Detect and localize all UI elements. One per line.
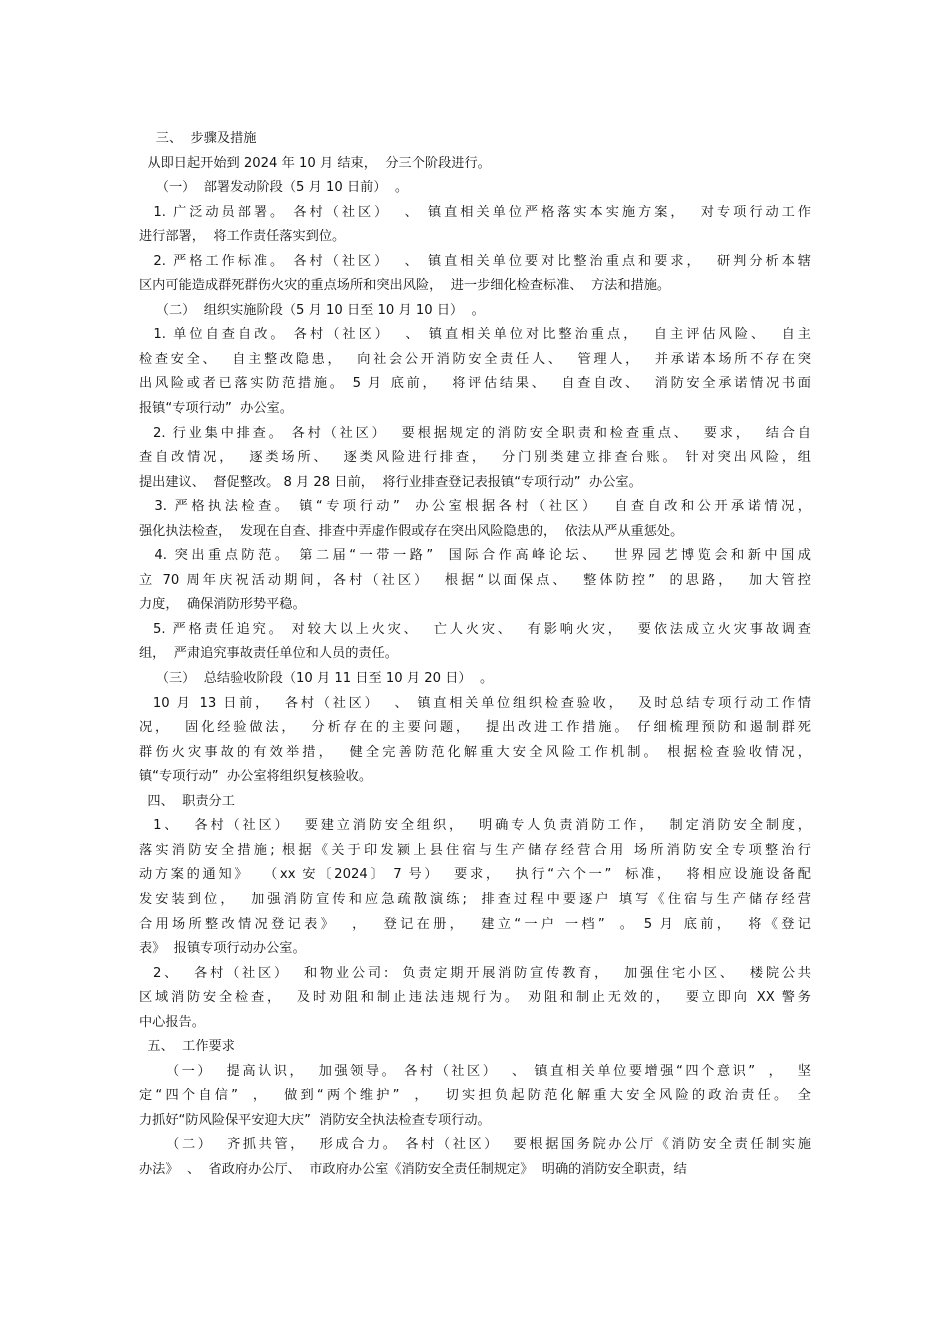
text-line: 进行部署， 将工作责任落实到位。: [139, 229, 346, 245]
text-line: 强化执法检查， 发现在自查、排查中弄虚作假或存在突出风险隐患的， 依法从严从重惩处。: [139, 523, 684, 539]
text-line: 出风险或者已落实防范措施。 5 月 底前， 将评估结果、 自查自改、 消防安全承诺情况书面: [139, 376, 811, 392]
text-line: （一） 部署发动阶段（5 月 10 日前） 。: [139, 180, 409, 196]
paragraph: [139, 299, 811, 324]
text-line: 3. 严格执法检查。 镇“专项行动” 办公室根据各村（社区） 自查自改和公开承诺情况，: [139, 499, 811, 515]
text-line: 镇“专项行动” 办公室将组织复核验收。: [139, 769, 373, 785]
paragraph: [139, 152, 811, 177]
text-line: 表》 报镇专项行动办公室。: [139, 941, 306, 957]
text-line: 2、 各村（社区） 和物业公司: 负责定期开展消防宣传教育， 加强住宅小区、 楼院公共: [139, 965, 811, 981]
paragraph: [139, 201, 811, 250]
paragraph: [139, 544, 811, 618]
text-line: 2. 行业集中排查。 各村（社区） 要根据规定的消防安全职责和检查重点、 要求， 结合自: [139, 425, 811, 441]
paragraph: [139, 1060, 811, 1134]
paragraph: [139, 1133, 811, 1182]
text-line: 中心报告。: [139, 1014, 205, 1030]
text-line: 区域消防安全检查， 及时劝阻和制止违法违规行为。 劝阻和制止无效的， 要立即向 XX 警务: [139, 990, 811, 1006]
text-line: 立 70 周年庆祝活动期间，各村（社区） 根据“以面保点、 整体防控” 的思路， 加大管控: [139, 572, 811, 588]
text-line: 提出建议、 督促整改。 8 月 28 日前， 将行业排查登记表报镇“专项行动” 办公室。: [139, 474, 642, 490]
text-line: 力抓好“防风险保平安迎大庆” 消防安全执法检查专项行动。: [139, 1112, 491, 1128]
text-line: 发安装到位， 加强消防宣传和应急疏散演练; 排查过程中要逐户 填写《住宿与生产储存经营: [139, 891, 811, 907]
paragraph: [139, 618, 811, 667]
paragraph: [139, 176, 811, 201]
paragraph: [139, 962, 811, 1036]
text-line: 区内可能造成群死群伤火灾的重点场所和突出风险， 进一步细化检查标准、 方法和措施。: [139, 278, 671, 294]
text-line: （三） 总结验收阶段（10 月 11 日至 10 月 20 日） 。: [139, 671, 494, 687]
text-line: 2. 严格工作标准。 各村（社区） 、 镇直相关单位要对比整治重点和要求， 研判分析本辖: [139, 253, 811, 269]
text-line: 5. 严格责任追究。 对较大以上火灾、 亡人火灾、 有影响火灾， 要依法成立火灾事故调查: [139, 621, 811, 637]
text-line: 4. 突出重点防范。 第二届“一带一路” 国际合作高峰论坛、 世界园艺博览会和新中国成: [139, 548, 811, 564]
text-line: 1. 单位自查自改。 各村（社区） 、 镇直相关单位对比整治重点， 自主评估风险、 自主: [139, 327, 811, 343]
text-line: 查自改情况， 逐类场所、 逐类风险进行排查， 分门别类建立排查台账。 针对突出风险，组: [139, 450, 811, 466]
paragraph: [139, 790, 811, 815]
text-line: 办法》 、 省政府办公厅、 市政府办公室《消防安全责任制规定》 明确的消防安全职责，结: [139, 1161, 687, 1177]
paragraph: [139, 1035, 811, 1060]
paragraph: [139, 495, 811, 544]
text-line: 1、 各村（社区） 要建立消防安全组织， 明确专人负责消防工作， 制定消防安全制度，: [139, 818, 811, 834]
text-line: 群伤火灾事故的有效举措， 健全完善防范化解重大安全风险工作机制。 根据检查验收情况，: [139, 744, 811, 760]
text-line: 动方案的通知》 （xx 安〔2024〕 7 号） 要求， 执行“六个一” 标准， 将相应设施设备配: [139, 867, 811, 883]
text-line: 定“四个自信” ， 做到“两个维护” ， 切实担负起防范化解重大安全风险的政治责任。 全: [139, 1088, 811, 1104]
paragraph: [139, 667, 811, 692]
document-body: [139, 127, 811, 1183]
text-line: 五、 工作要求: [139, 1039, 235, 1055]
text-line: （二） 组织实施阶段（5 月 10 日至 10 月 10 日） 。: [139, 302, 485, 318]
paragraph: [139, 422, 811, 496]
text-line: 况， 固化经验做法， 分析存在的主要问题， 提出改进工作措施。 仔细梳理预防和遏制群死: [139, 720, 811, 736]
text-line: 力度， 确保消防形势平稳。: [139, 597, 306, 613]
text-line: （二） 齐抓共管， 形成合力。 各村（社区） 要根据国务院办公厅《消防安全责任制实施: [139, 1137, 811, 1153]
paragraph: [139, 323, 811, 421]
text-line: （一） 提高认识， 加强领导。 各村（社区） 、 镇直相关单位要增强“四个意识” ， 坚: [139, 1063, 811, 1079]
text-line: 1. 广泛动员部署。 各村（社区） 、 镇直相关单位严格落实本实施方案， 对专项行动工作: [139, 204, 811, 220]
text-line: 落实消防安全措施; 根据《关于印发颍上县住宿与生产储存经营合用 场所消防安全专项整治行: [139, 842, 811, 858]
paragraph: [139, 814, 811, 961]
text-line: 合用场所整改情况登记表》 ， 登记在册， 建立“一户 一档” 。 5 月 底前， 将《登记: [139, 916, 811, 932]
text-line: 组， 严肃追究事故责任单位和人员的责任。: [139, 646, 398, 662]
paragraph: [139, 692, 811, 790]
paragraph: [139, 250, 811, 299]
text-line: 四、 职责分工: [139, 793, 235, 809]
text-line: 10 月 13 日前， 各村（社区） 、 镇直相关单位组织检查验收， 及时总结专项行动工作情: [139, 695, 811, 711]
text-line: 从即日起开始到 2024 年 10 月 结束， 分三个阶段进行。: [139, 155, 491, 171]
text-line: 报镇“专项行动” 办公室。: [139, 401, 293, 417]
paragraph: [139, 127, 811, 152]
text-line: 三、 步骤及措施: [139, 131, 257, 146]
text-line: 检查安全、 自主整改隐患， 向社会公开消防安全责任人、 管理人， 并承诺本场所不存在突: [139, 351, 811, 367]
